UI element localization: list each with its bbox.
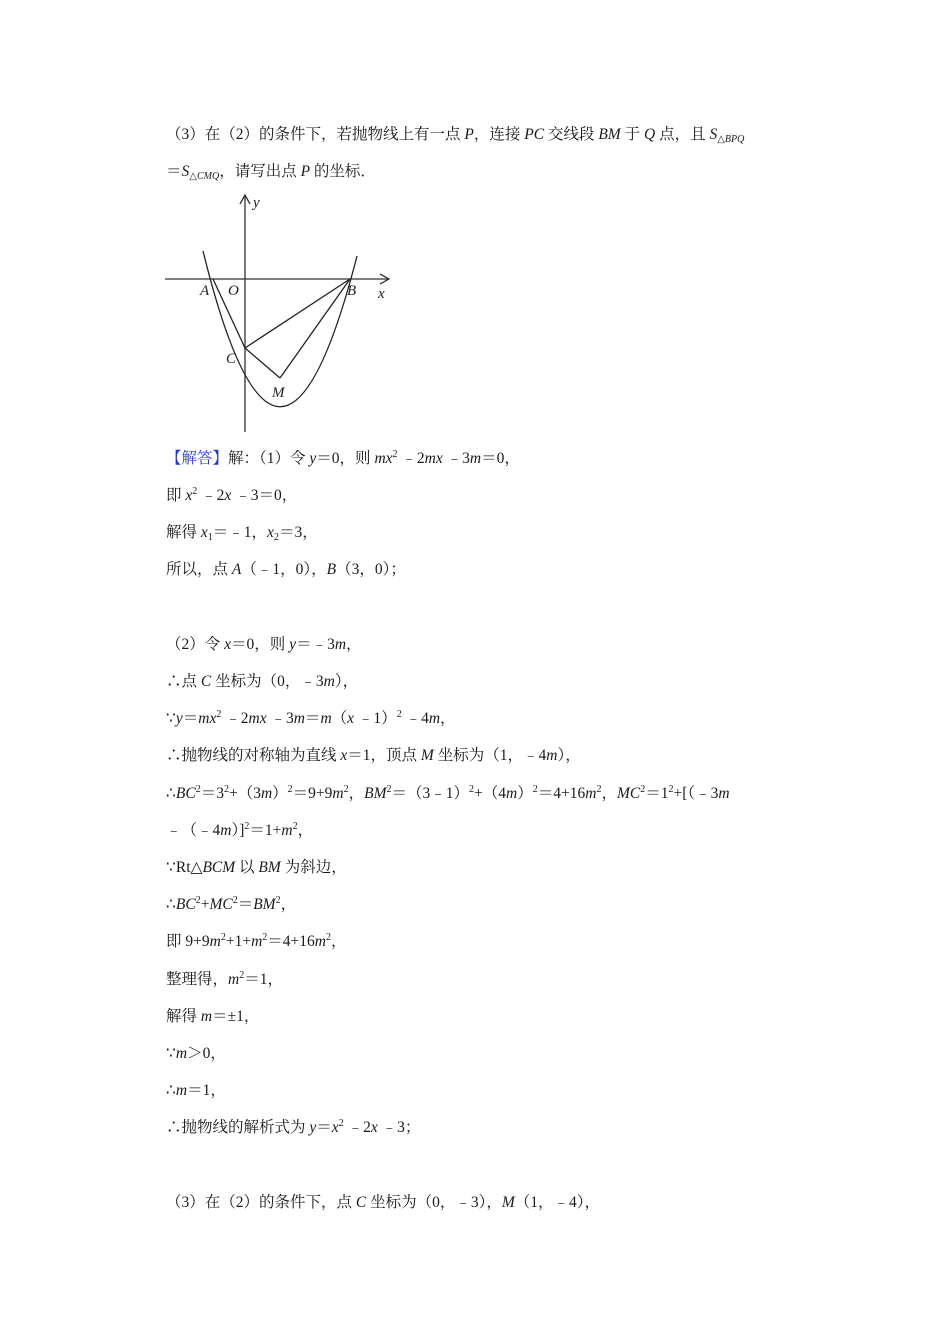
solution-part2-line-14: ∴抛物线的解析式为 $y=x^2$ ﹣2x ﹣3； — [166, 1118, 421, 1136]
solution-part1-line-3: 解得 $x_1=﹣1$，$x_2=3$， — [166, 524, 318, 543]
solution-part1-line-1: 解：（1）令 y＝0，则 $mx^2$ ﹣2mx ﹣3m＝0， — [228, 449, 520, 467]
solution-part2-line-8: $\therefore BC^2+MC^2=BM^2$， — [166, 895, 297, 913]
solution-part2-line-9: 即 $9+9m^2+1+m^2=4+16m^2$， — [166, 932, 347, 950]
solution-part2-line-10: 整理得，$m^2=1$， — [166, 970, 283, 988]
solution-line-1 — [166, 449, 520, 469]
solution-part2-line-4: ∴抛物线的对称轴为直线 x＝1，顶点 M 坐标为（1，﹣4m）， — [166, 747, 581, 764]
solution-part2-line-2: ∴点 C 坐标为（0，﹣3m）， — [166, 673, 359, 690]
parabola-curve — [203, 251, 357, 407]
point-label-M: M — [272, 385, 285, 401]
solution-part3-line-1: （3）在（2）的条件下，点 C 坐标为（0，﹣3），M（1，﹣4）， — [166, 1194, 601, 1211]
solution-part1-line-2: 即 $x^2$ ﹣2x ﹣3＝0， — [166, 486, 298, 504]
solution-part2-line-1: （2）令 x＝0，则 y＝﹣3m， — [166, 636, 362, 653]
solution-part2-line-13: ∴m＝1， — [166, 1082, 226, 1099]
problem-line-2: $=S_{\triangle CMQ}$，请写出点 P 的坐标． — [166, 163, 376, 182]
solution-part2-line-3: $\because y=mx^2$ ﹣2mx ﹣3m＝m（x ﹣1）$^2$ ﹣4m， — [166, 709, 456, 727]
point-label-C: C — [226, 351, 237, 367]
parabola-figure — [160, 190, 400, 440]
solution-part2-line-5: $\therefore BC^2=3^2+(3m)^2=9+9m^2$，$BM^2=(3﹣1)^2+(4m)^2=4+16m^2$，$MC^2=1^2+[(﹣3m$ — [166, 784, 730, 802]
solution-part1-line-4: 所以，点 A（﹣1，0），B（3，0）； — [166, 561, 406, 578]
solution-part2-line-6: $﹣(﹣4m)]^2=1+m^2$， — [166, 821, 314, 839]
solution-part2-line-12: ∵m＞0， — [166, 1045, 226, 1062]
point-label-B: B — [347, 283, 357, 299]
x-axis-label: x — [378, 286, 385, 302]
solution-part2-line-11: 解得 m＝±1， — [166, 1008, 260, 1025]
y-axis-label: y — [253, 195, 260, 211]
solution-part2-line-7: ∵Rt△BCM 以 BM 为斜边， — [166, 859, 347, 876]
segment-CM — [245, 348, 280, 378]
problem-line-1: （3）在（2）的条件下，若抛物线上有一点 P，连接 PC 交线段 BM 于 Q 点，且 $S_{\triangle BPQ}$ — [166, 126, 745, 145]
segment-BM — [280, 279, 350, 378]
point-label-A: A — [200, 283, 210, 299]
point-label-O: O — [228, 283, 239, 299]
answer-tag: 【解答】 — [166, 450, 229, 467]
segment-CB — [245, 279, 350, 348]
